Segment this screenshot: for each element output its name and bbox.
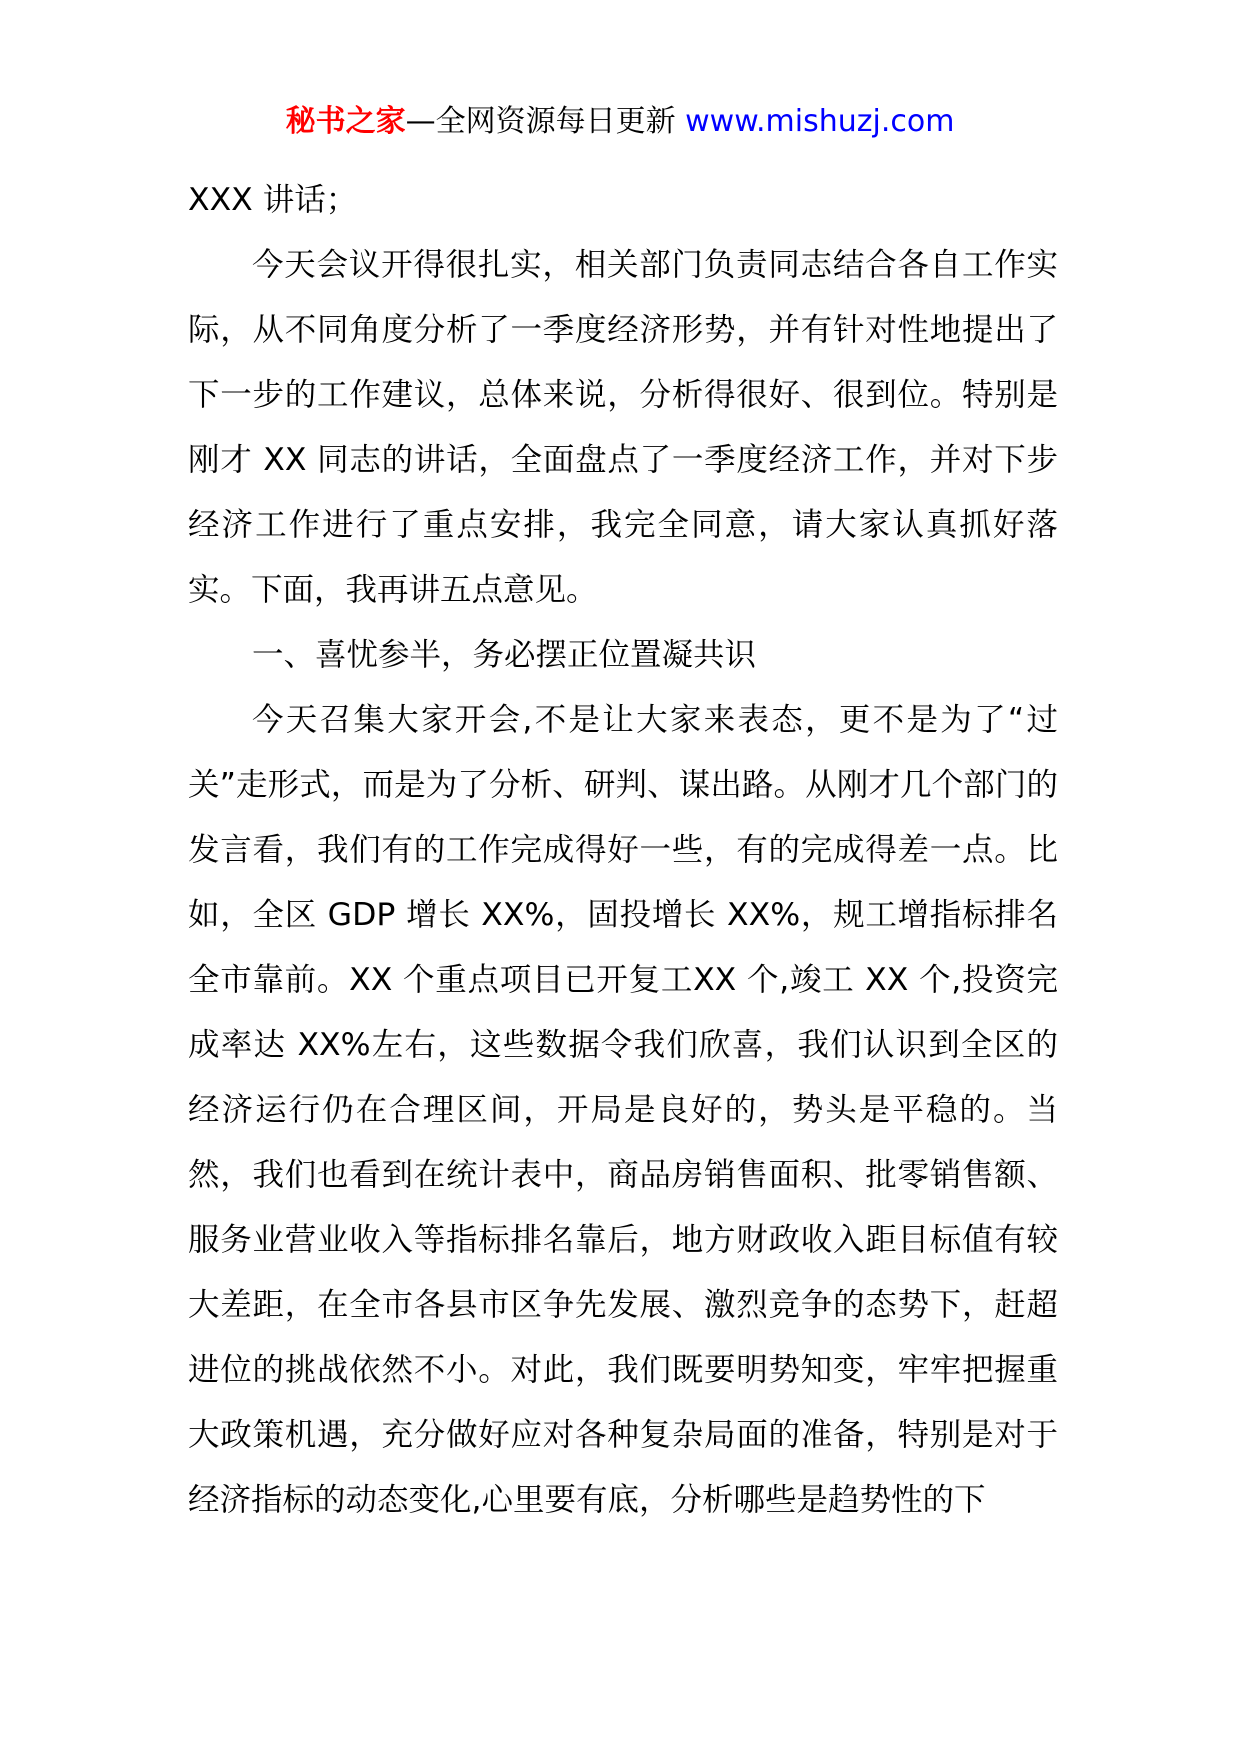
opening-line: XXX 讲话； xyxy=(188,182,358,218)
brand-name: 秘书之家 xyxy=(285,104,406,139)
site-banner xyxy=(0,102,1240,142)
paragraph-section-1: 今天召集大家开会,不是让大家来表态，更不是为了“过关”走形式，而是为了分析、研判、谋出路。从刚才几个部门的发言看，我们有的工作完成得好一些，有的完成得差一点。比如，全区 GDP 增长 XX%，固投增长 XX%，规工增指标排名全市靠前。XX 个重点项目已开复工XX 个,竣工 XX 个,投资完成率达 XX%左右，这些数据令我们欣喜，我们认识到全区的经济运行仍在合理区间，开局是良好的，势头是平稳的。当然，我们也看到在统计表中，商品房销售面积、批零销售额、服务业营业收入等指标排名靠后，地方财政收入距目标值有较大差距，在全市各县市区争先发展、激烈竞争的态势下，赶超进位的挑战依然不小。对此，我们既要明势知变，牢牢把握重大政策机遇，充分做好应对各种复杂局面的准备，特别是对于经济指标的动态变化,心里要有底，分析哪些是趋势性的下 xyxy=(188,702,1058,1518)
section-heading: 一、喜忧参半，务必摆正位置凝共识 xyxy=(252,637,757,673)
paragraph-intro: 今天会议开得很扎实，相关部门负责同志结合各自工作实际，从不同角度分析了一季度经济形势，并有针对性地提出了下一步的工作建议，总体来说，分析得很好、很到位。特别是刚才 XX 同志的讲话，全面盘点了一季度经济工作，并对下步经济工作进行了重点安排，我完全同意，请大家认真抓好落实。下面，我再讲五点意见。 xyxy=(188,247,1058,608)
document-body xyxy=(188,168,1058,1533)
banner-slogan: —全网资源每日更新 xyxy=(405,104,676,139)
site-url-link[interactable]: www.mishuzj.com xyxy=(685,104,955,139)
